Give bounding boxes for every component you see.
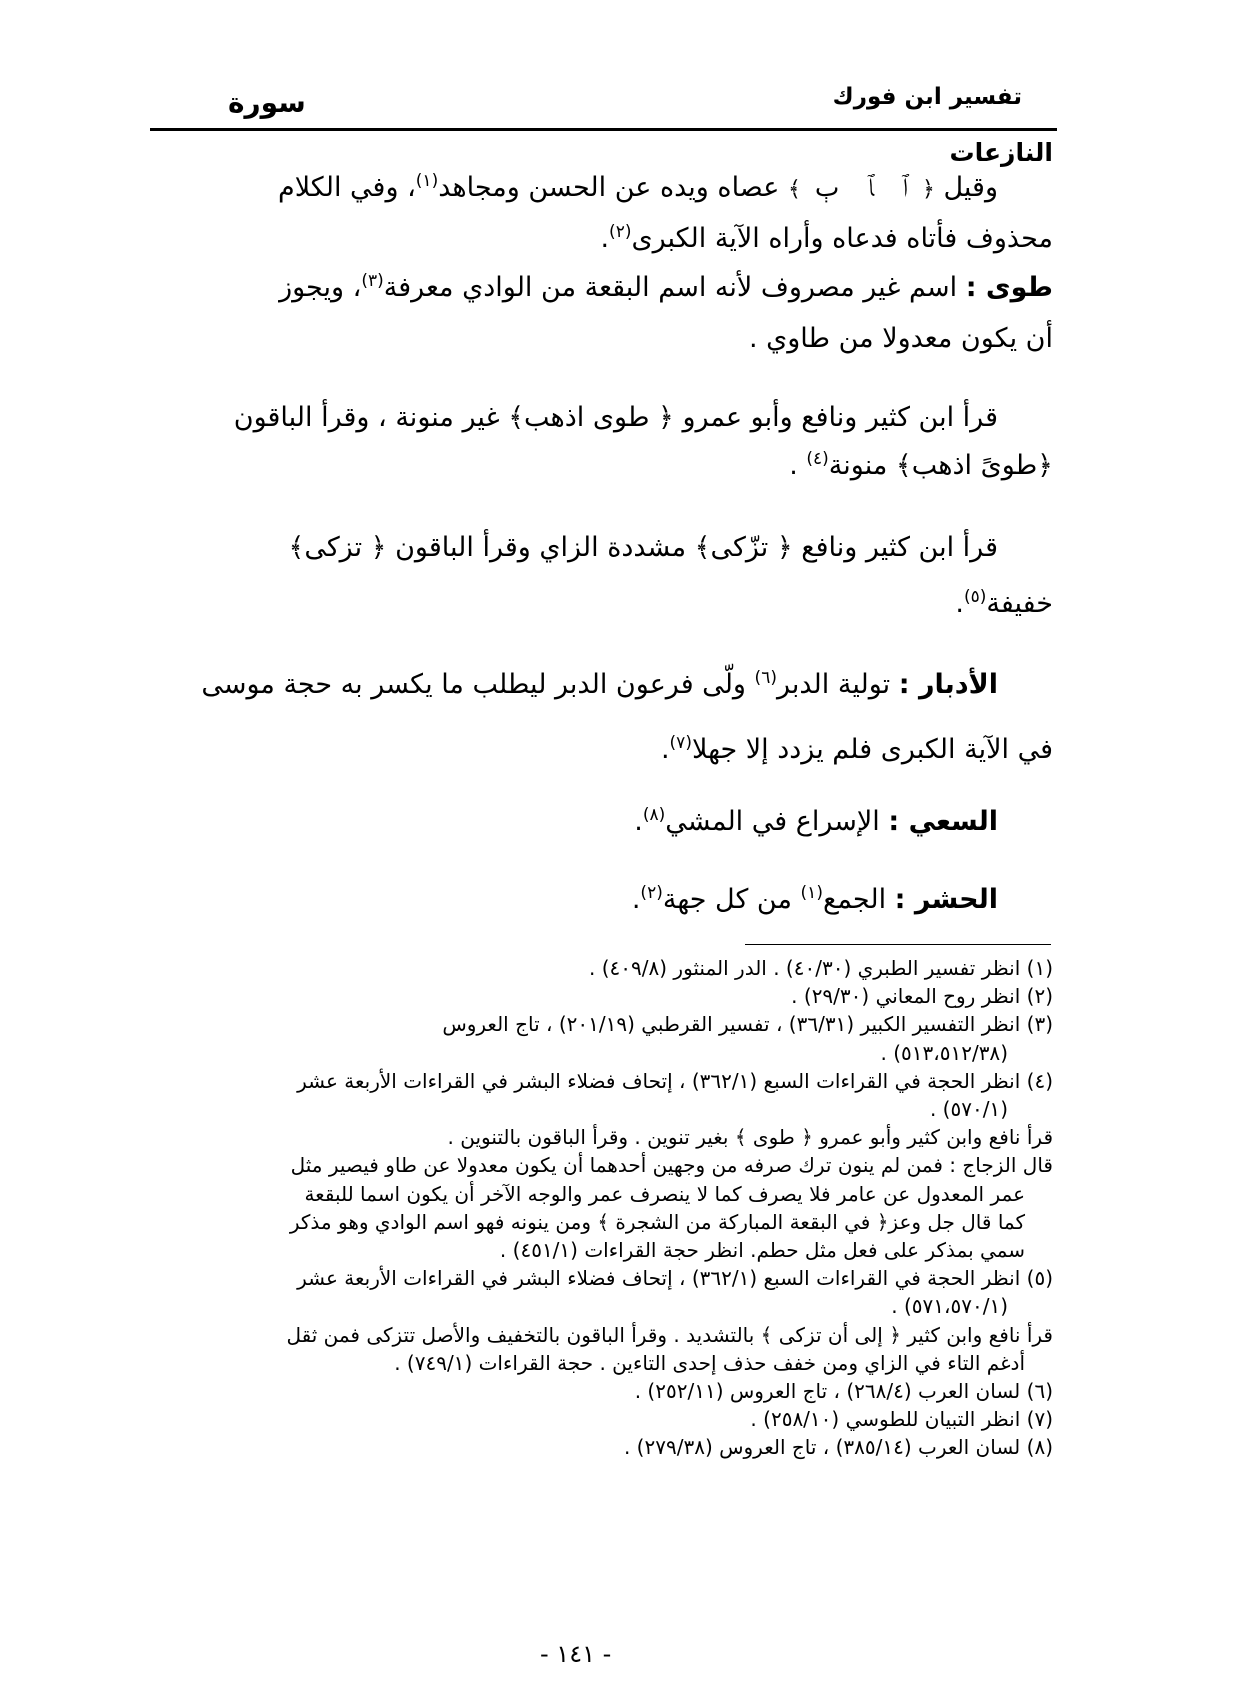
footnote-line: قرأ نافع وابن كثير ﴿ إلى أن تزكى ﴾ بالتشديد . وقرأ الباقون بالتخفيف والأصل تتزكى فمن ثقل <box>286 1322 1053 1347</box>
footnote-line: (٢) انظر روح المعاني (٢٩/٣٠) . <box>791 984 1053 1009</box>
footnote-line: أدغم التاء في الزاي ومن خفف حذف إحدى التاءين . حجة القراءات (٧٤٩/١) . <box>394 1350 1025 1375</box>
paragraph-7-line-1: الحشر : الجمع$^{(١)}$ من كل جهة$^{(٢)}$. <box>631 883 998 915</box>
paragraph-5-line-1: الأدبار : تولية الدبر$^{(٦)}$ ولّى فرعون الدبر ليطلب ما يكسر به حجة موسى <box>201 668 998 700</box>
term-adbar: الأدبار : <box>898 669 998 700</box>
footnote-ref: (٦) <box>754 668 777 688</box>
paragraph-1-line-2: محذوف فأتاه فدعاه وأراه الآية الكبرى$^{(٢)}$. <box>600 222 1053 254</box>
paragraph-3-line-1: قرأ ابن كثير ونافع وأبو عمرو ﴿ طوى اذهب﴾ غير منونة ، وقرأ الباقون <box>233 402 998 433</box>
footnote-ref: (٧) <box>669 733 692 753</box>
paragraph-7 <box>152 876 1053 927</box>
header-divider <box>150 128 1057 131</box>
paragraph-2-line-2: أن يكون معدولا من طاوي . <box>748 323 1053 354</box>
paragraph-1 <box>152 164 1053 266</box>
quran-glyph-3: ﭒ <box>814 173 840 203</box>
footnote-line: (٥٧٠/١) . <box>929 1097 1008 1122</box>
footnote-line: (٣) انظر التفسير الكبير (٣٦/٣١) ، تفسير القرطبي (٢٠١/١٩) ، تاج العروس <box>442 1012 1053 1037</box>
page-number: - ١٤١ - <box>540 1640 612 1668</box>
paragraph-3-line-2: ﴿طوىً اذهب﴾ منونة$^{(٤)}$ . <box>789 449 1053 481</box>
quran-glyph-1: ﭐ <box>902 173 908 203</box>
footnote-ref: (٤) <box>806 449 829 469</box>
footnote-ref: (٥) <box>963 587 987 607</box>
footnote-ref: (٨) <box>642 805 666 825</box>
footnotes <box>150 954 1053 1462</box>
footnote-line: قرأ نافع وابن كثير وأبو عمرو ﴿ طوى ﴾ بغير تنوين . وقرأ الباقون بالتنوين . <box>447 1125 1053 1150</box>
paragraph-5 <box>152 654 1053 784</box>
paragraph-5-line-2: في الآية الكبرى فلم يزدد إلا جهلا$^{(٧)}$. <box>660 733 1053 765</box>
footnote-line: (٤) انظر الحجة في القراءات السبع (٣٦٢/١) ، إتحاف فضلاء البشر في القراءات الأربعة عشر <box>297 1068 1053 1093</box>
paragraph-4-line-2: خفيفة$^{(٥)}$. <box>955 587 1053 619</box>
term-tuwa: طوى : <box>965 272 1053 303</box>
quran-glyph-2: ﭑ <box>867 173 874 203</box>
paragraph-3 <box>152 394 1053 493</box>
footnote-line: (٨) لسان العرب (٣٨٥/١٤) ، تاج العروس (٢٧٩/٣٨) . <box>623 1435 1053 1460</box>
footnote-line: (٧) انظر التبيان للطوسي (٢٥٨/١٠) . <box>750 1407 1053 1432</box>
surah-label: سورة <box>228 86 306 119</box>
paragraph-4 <box>152 520 1053 635</box>
book-title: تفسير ابن فورك <box>832 84 1022 110</box>
paragraph-6 <box>152 798 1053 849</box>
footnote-line: قال الزجاج : فمن لم ينون ترك صرفه من وجهين أحدهما أن يكون معدولا عن طاو فيصير مثل <box>290 1153 1053 1178</box>
footnote-ref: (٢) <box>609 222 632 242</box>
footnote-line: (٥١٣،٥١٢/٣٨) . <box>880 1040 1008 1065</box>
footnote-line: كما قال جل وعز﴿ في البقعة المباركة من الشجرة ﴾ ومن ينونه فهو اسم الوادي وهو مذكر <box>289 1209 1025 1234</box>
footnote-line: (٥٧١،٥٧٠/١) . <box>891 1294 1008 1319</box>
footnote-line: عمر المعدول عن عامر فلا يصرف كما لا ينصرف عمر والوجه الآخر أن يكون اسما للبقعة <box>304 1181 1025 1206</box>
paragraph-2 <box>152 264 1053 363</box>
footnote-ref: (١) <box>415 171 439 191</box>
term-saay: السعي : <box>888 806 998 837</box>
paragraph-6-line-1: السعي : الإسراع في المشي$^{(٨)}$. <box>634 805 998 837</box>
footnote-line: (١) انظر تفسير الطبري (٤٠/٣٠) . الدر المنثور (٤٠٩/٨) . <box>589 956 1053 980</box>
footnote-line: (٦) لسان العرب (٢٦٨/٤) ، تاج العروس (٢٥٢/١١) . <box>634 1379 1053 1404</box>
footnote-ref: (٢) <box>640 883 663 903</box>
surah-name: النازعات <box>949 138 1053 167</box>
footnote-ref: (١) <box>800 883 823 903</box>
footnote-divider <box>745 944 1051 945</box>
footnote-line: سمي بمذكر على فعل مثل حطم. انظر حجة القراءات (٤٥١/١) . <box>499 1238 1025 1263</box>
paragraph-2-line-1: طوى : اسم غير مصروف لأنه اسم البقعة من الوادي معرفة$^{(٣)}$، ويجوز <box>279 271 1053 303</box>
paragraph-4-line-1: قرأ ابن كثير ونافع ﴿ تزّكى﴾ مشددة الزاي وقرأ الباقون ﴿ تزكى﴾ <box>288 532 998 563</box>
footnote-line: (٥) انظر الحجة في القراءات السبع (٣٦٢/١) ، إتحاف فضلاء البشر في القراءات الأربعة عشر <box>297 1266 1053 1291</box>
paragraph-1-line-1: وقيل ﴿ﭐﭑﭒ﴾ عصاه ويده عن الحسن ومجاهد$^{(١)}$، وفي الكلام <box>152 164 1053 215</box>
footnote-ref: (٣) <box>361 271 384 291</box>
term-hashr: الحشر : <box>894 884 998 915</box>
